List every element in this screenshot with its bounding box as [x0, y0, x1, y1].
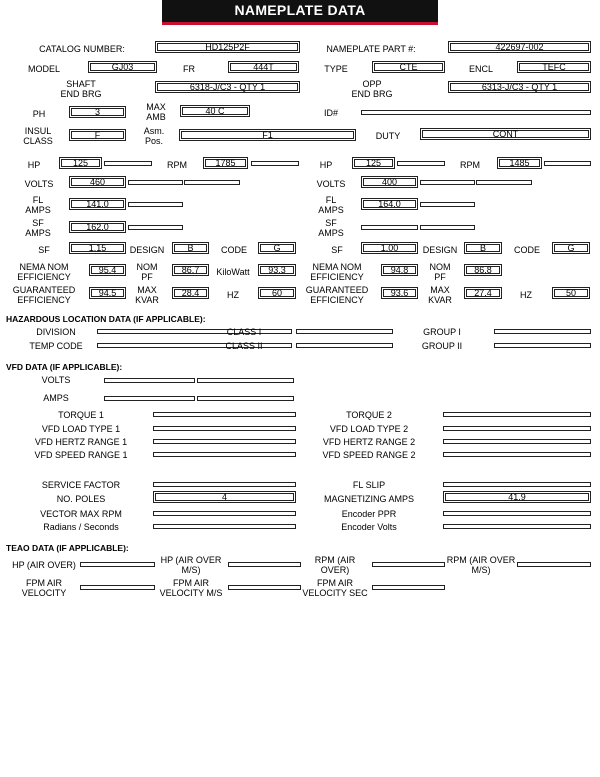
torque-1-field[interactable] [153, 412, 296, 417]
fpm-air-velocity-sec-field[interactable] [372, 585, 445, 590]
catalog-number-label: CATALOG NUMBER: [39, 44, 125, 54]
vfd-hertz-1-label: VFD HERTZ RANGE 1 [34, 437, 128, 447]
design-label-left: DESIGN [129, 245, 165, 255]
opp-end-brg-label-1: OPP [362, 79, 382, 89]
vector-max-rpm-field[interactable] [153, 511, 296, 516]
rpm-field-right[interactable]: 1485 [497, 157, 542, 169]
torque-2-field[interactable] [443, 412, 591, 417]
hp-air-over-field[interactable] [80, 562, 155, 567]
max-kvar-label-right-1: MAX [430, 285, 450, 295]
radians-seconds-field[interactable] [153, 524, 296, 529]
fl-amps-field-right[interactable]: 164.0 [361, 198, 418, 210]
guar-eff-label-right-1: GUARANTEED [305, 285, 369, 295]
fpm-air-velocity-field[interactable] [80, 585, 155, 590]
class-1-field[interactable] [296, 329, 393, 334]
encoder-volts-label: Encoder Volts [341, 522, 397, 532]
fr-field[interactable]: 444T [228, 61, 299, 73]
encl-field[interactable]: TEFC [517, 61, 591, 73]
max-kvar-label-left-2: KVAR [135, 295, 159, 305]
fl-amps-label-right-2: AMPS [318, 205, 344, 215]
code-field-left[interactable]: G [258, 242, 296, 254]
hp-air-over-ms-field[interactable] [228, 562, 301, 567]
rpm-air-over-ms-label-2: M/S) [471, 565, 491, 575]
hazardous-section-title: HAZARDOUS LOCATION DATA (IF APPLICABLE): [6, 314, 206, 324]
division-label: DIVISION [36, 327, 76, 337]
hp-extra-left[interactable] [104, 161, 152, 166]
volts-extra2-right[interactable] [476, 180, 532, 185]
vfd-hertz-2-field[interactable] [443, 439, 591, 444]
vfd-volts-field-1[interactable] [104, 378, 195, 383]
magnetizing-amps-label: MAGNETIZING AMPS [323, 494, 415, 504]
insul-class-field[interactable]: F [69, 129, 126, 141]
nema-eff-label-right-1: NEMA NOM [312, 262, 362, 272]
guar-eff-field-left[interactable]: 94.5 [89, 287, 126, 299]
group-2-field[interactable] [494, 343, 591, 348]
fpm-air-velocity-ms-field[interactable] [228, 585, 301, 590]
nema-eff-label-left-1: NEMA NOM [19, 262, 69, 272]
hp-extra-right[interactable] [397, 161, 445, 166]
max-kvar-field-left[interactable]: 28.4 [172, 287, 209, 299]
ph-label: PH [32, 109, 46, 119]
vfd-amps-field-2[interactable] [197, 396, 294, 401]
nom-pf-label-left-1: NOM [136, 262, 158, 272]
code-field-right[interactable]: G [552, 242, 590, 254]
encoder-volts-field[interactable] [443, 524, 591, 529]
nameplate-part-label: NAMEPLATE PART #: [326, 44, 416, 54]
sf-amps-extra-left[interactable] [128, 225, 183, 230]
design-label-right: DESIGN [422, 245, 458, 255]
vfd-hertz-2-label: VFD HERTZ RANGE 2 [322, 437, 416, 447]
vfd-speed-2-field[interactable] [443, 452, 591, 457]
volts-field-right[interactable]: 400 [361, 176, 418, 188]
max-amb-label-2: AMB [146, 112, 166, 122]
sf-amps-field-left[interactable]: 162.0 [69, 221, 126, 233]
temp-code-field[interactable] [97, 343, 292, 348]
design-field-left[interactable]: B [172, 242, 209, 254]
service-factor-label: SERVICE FACTOR [41, 480, 121, 490]
max-kvar-label-right-2: KVAR [428, 295, 452, 305]
class-2-field[interactable] [296, 343, 393, 348]
hp-air-over-ms-label-1: HP (AIR OVER [160, 555, 222, 565]
vfd-load-2-field[interactable] [443, 426, 591, 431]
nema-eff-field-left[interactable]: 95.4 [89, 264, 126, 276]
nom-pf-label-right-1: NOM [429, 262, 451, 272]
vector-max-rpm-label: VECTOR MAX RPM [40, 509, 122, 519]
guar-eff-label-right-2: EFFICIENCY [310, 295, 364, 305]
vfd-amps-field-1[interactable] [104, 396, 195, 401]
vfd-load-1-label: VFD LOAD TYPE 1 [41, 424, 121, 434]
fl-amps-label-left-1: FL [32, 195, 44, 205]
fpm-air-velocity-ms-label-1: FPM AIR [172, 578, 210, 588]
rpm-extra-left[interactable] [251, 161, 299, 166]
asm-pos-label-1: Asm. [143, 126, 165, 136]
guar-eff-label-left-2: EFFICIENCY [17, 295, 71, 305]
encoder-ppr-field[interactable] [443, 511, 591, 516]
nom-pf-label-right-2: PF [434, 272, 446, 282]
shaft-end-brg-label-2: END BRG [60, 89, 102, 99]
teao-section-title: TEAO DATA (IF APPLICABLE): [6, 543, 129, 553]
vfd-section-title: VFD DATA (IF APPLICABLE): [6, 362, 123, 372]
nom-pf-field-right[interactable]: 86.8 [464, 264, 502, 276]
hz-field-right[interactable]: 50 [552, 287, 590, 299]
nom-pf-field-left[interactable]: 86.7 [172, 264, 209, 276]
rpm-label-left: RPM [167, 160, 187, 170]
max-kvar-label-left-1: MAX [137, 285, 157, 295]
duty-label: DUTY [375, 131, 401, 141]
class-2-label: CLASS II [225, 341, 263, 351]
no-poles-field[interactable]: 4 [153, 491, 296, 503]
fpm-air-velocity-ms-label-2: VELOCITY M/S [159, 588, 223, 598]
fl-amps-extra-right[interactable] [420, 202, 475, 207]
vfd-speed-1-label: VFD SPEED RANGE 1 [34, 450, 128, 460]
encl-label: ENCL [468, 64, 494, 74]
hp-air-over-label: HP (AIR OVER) [12, 560, 76, 570]
division-field[interactable] [97, 329, 292, 334]
fpm-air-velocity-label-2: VELOCITY [21, 588, 67, 598]
vfd-load-2-label: VFD LOAD TYPE 2 [329, 424, 409, 434]
hp-field-right[interactable]: 125 [352, 157, 395, 169]
catalog-number-field[interactable]: HD125P2F [155, 41, 300, 53]
vfd-volts-field-2[interactable] [197, 378, 294, 383]
vfd-load-1-field[interactable] [153, 426, 296, 431]
fpm-air-velocity-label-1: FPM AIR [25, 578, 63, 588]
sf-amps-label-right-2: AMPS [318, 228, 344, 238]
volts-field-left[interactable]: 460 [69, 176, 126, 188]
volts-label-left: VOLTS [24, 179, 54, 189]
fl-slip-label: FL SLIP [352, 480, 386, 490]
rpm-extra-right[interactable] [544, 161, 591, 166]
group-1-label: GROUP I [423, 327, 461, 337]
fl-amps-field-left[interactable]: 141.0 [69, 198, 126, 210]
rpm-label-right: RPM [460, 160, 480, 170]
hp-label-left: HP [27, 160, 41, 170]
opp-end-brg-field[interactable]: 6313-J/C3 - QTY 1 [448, 81, 591, 93]
class-1-label: CLASS I [226, 327, 262, 337]
sf-label-left: SF [38, 245, 50, 255]
code-label-left: CODE [220, 245, 248, 255]
vfd-speed-1-field[interactable] [153, 452, 296, 457]
duty-field[interactable]: CONT [420, 128, 591, 140]
torque-1-label: TORQUE 1 [58, 410, 104, 420]
shaft-end-brg-field[interactable]: 6318-J/C3 - QTY 1 [155, 81, 300, 93]
volts-extra2-left[interactable] [184, 180, 240, 185]
id-label: ID# [323, 108, 339, 118]
sf-label-right: SF [331, 245, 343, 255]
insul-class-label-1: INSUL [24, 126, 52, 136]
fr-label: FR [183, 64, 195, 74]
sf-amps-extra-right[interactable] [420, 225, 475, 230]
sf-amps-label-left-1: SF [32, 218, 44, 228]
type-field[interactable]: CTE [372, 61, 445, 73]
shaft-end-brg-label-1: SHAFT [66, 79, 96, 89]
nema-eff-label-left-2: EFFICIENCY [17, 272, 71, 282]
id-field[interactable] [361, 110, 591, 115]
no-poles-label: NO. POLES [56, 494, 106, 504]
design-field-right[interactable]: B [464, 242, 502, 254]
asm-pos-label-2: Pos. [144, 136, 164, 146]
volts-extra1-right[interactable] [420, 180, 475, 185]
fl-amps-label-left-2: AMPS [25, 205, 51, 215]
hp-field-left[interactable]: 125 [59, 157, 102, 169]
type-label: TYPE [324, 64, 348, 74]
vfd-speed-2-label: VFD SPEED RANGE 2 [322, 450, 416, 460]
rpm-air-over-label-2: OVER) [320, 565, 350, 575]
fpm-air-velocity-sec-label-1: FPM AIR [316, 578, 354, 588]
max-amb-field[interactable]: 40 C [180, 105, 250, 117]
guar-eff-label-left-1: GUARANTEED [12, 285, 76, 295]
nema-eff-field-right[interactable]: 94.8 [381, 264, 418, 276]
service-factor-field[interactable] [153, 482, 296, 487]
magnetizing-amps-field[interactable]: 41.9 [443, 491, 591, 503]
vfd-amps-label: AMPS [43, 393, 69, 403]
insul-class-label-2: CLASS [23, 136, 53, 146]
hz-label-right: HZ [520, 290, 532, 300]
max-amb-label-1: MAX [146, 102, 166, 112]
volts-extra1-left[interactable] [128, 180, 183, 185]
radians-seconds-label: Radians / Seconds [43, 522, 119, 532]
ph-field[interactable]: 3 [69, 106, 126, 118]
volts-label-right: VOLTS [316, 179, 346, 189]
asm-pos-field[interactable]: F1 [179, 129, 356, 141]
nameplate-part-field[interactable]: 422697-002 [448, 41, 591, 53]
hp-air-over-ms-label-2: M/S) [181, 565, 201, 575]
opp-end-brg-label-2: END BRG [351, 89, 393, 99]
page-title: NAMEPLATE DATA [162, 0, 438, 25]
rpm-air-over-field[interactable] [372, 562, 445, 567]
rpm-air-over-ms-label-1: RPM (AIR OVER [446, 555, 516, 565]
nema-eff-label-right-2: EFFICIENCY [310, 272, 364, 282]
fl-amps-label-right-1: FL [325, 195, 337, 205]
vfd-hertz-1-field[interactable] [153, 439, 296, 444]
model-field[interactable]: GJ03 [88, 61, 157, 73]
torque-2-label: TORQUE 2 [346, 410, 392, 420]
kilowatt-label-left: KiloWatt [216, 267, 250, 277]
guar-eff-field-right[interactable]: 93.6 [381, 287, 418, 299]
sf-amps-label-right-1: SF [325, 218, 337, 228]
encoder-ppr-label: Encoder PPR [341, 509, 397, 519]
sf-field-left[interactable]: 1.15 [69, 242, 126, 254]
model-label: MODEL [27, 64, 61, 74]
rpm-air-over-label-1: RPM (AIR [314, 555, 356, 565]
fl-amps-extra-left[interactable] [128, 202, 183, 207]
fpm-air-velocity-sec-label-2: VELOCITY SEC [302, 588, 368, 598]
sf-amps-label-left-2: AMPS [25, 228, 51, 238]
kilowatt-field-left[interactable]: 93.3 [258, 264, 296, 276]
group-2-label: GROUP II [421, 341, 463, 351]
group-1-field[interactable] [494, 329, 591, 334]
temp-code-label: TEMP CODE [29, 341, 83, 351]
nom-pf-label-left-2: PF [141, 272, 153, 282]
hz-label-left: HZ [227, 290, 239, 300]
sf-field-right[interactable]: 1.00 [361, 242, 418, 254]
hp-label-right: HP [319, 160, 333, 170]
fl-slip-field[interactable] [443, 482, 591, 487]
sf-amps-field-right[interactable] [361, 225, 418, 230]
hz-field-left[interactable]: 60 [258, 287, 296, 299]
vfd-volts-label: VOLTS [41, 375, 71, 385]
rpm-field-left[interactable]: 1785 [203, 157, 248, 169]
rpm-air-over-ms-field[interactable] [517, 562, 591, 567]
max-kvar-field-right[interactable]: 27.4 [464, 287, 502, 299]
code-label-right: CODE [513, 245, 541, 255]
